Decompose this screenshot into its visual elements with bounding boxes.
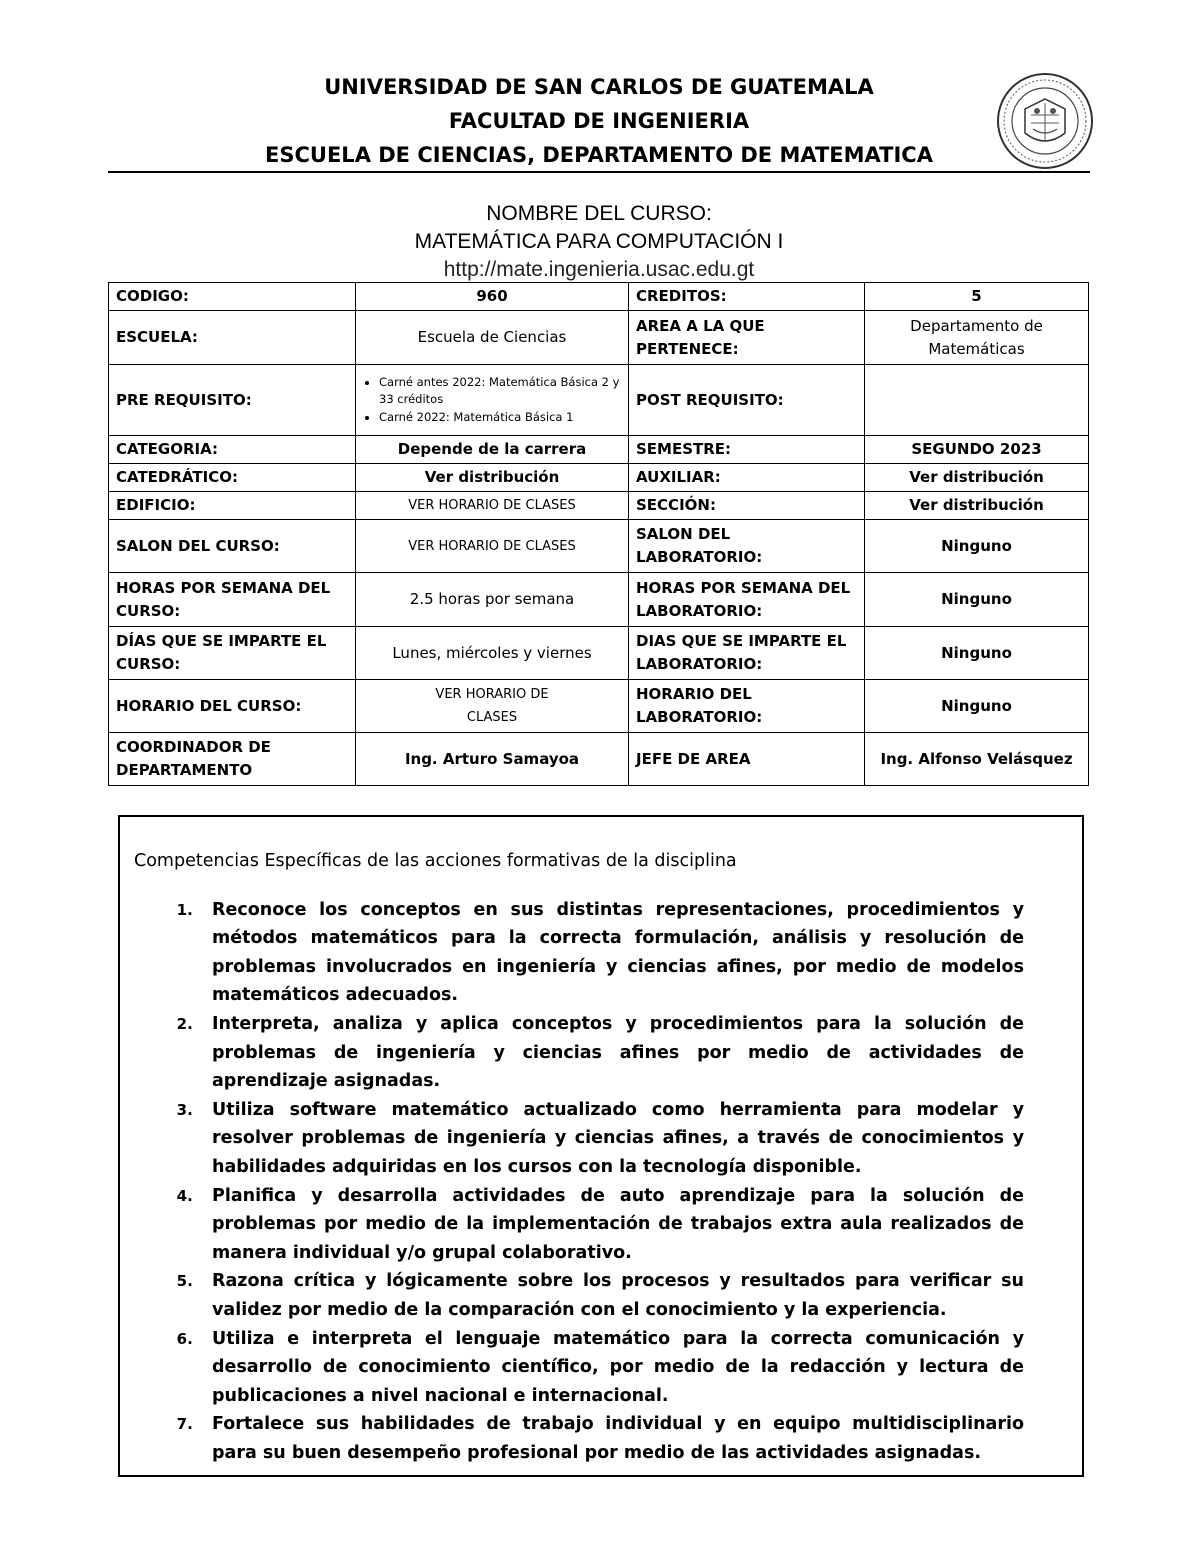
horario-lab-value: Ninguno	[865, 680, 1089, 733]
competencias-box	[118, 815, 1084, 1477]
dias-lab-label: DIAS QUE SE IMPARTE EL LABORATORIO:	[629, 627, 865, 680]
salon-curso-value: VER HORARIO DE CLASES	[356, 520, 629, 573]
dias-curso-value: Lunes, miércoles y viernes	[356, 627, 629, 680]
horas-lab-value: Ninguno	[865, 573, 1089, 627]
jefe-value: Ing. Alfonso Velásquez	[865, 733, 1089, 786]
list-item: 4. Planifica y desarrolla actividades de auto aprendizaje para la solución de problemas por medio de la implementación de trabajos extra aula realizados de manera individual y/o grupal colaborativo.	[198, 1182, 1024, 1268]
auxiliar-value: Ver distribución	[865, 464, 1089, 492]
semestre-value: SEGUNDO 2023	[865, 436, 1089, 464]
table-row	[109, 520, 1089, 573]
table-row	[109, 573, 1089, 627]
creditos-value: 5	[865, 283, 1089, 311]
catedratico-value: Ver distribución	[356, 464, 629, 492]
codigo-label: CODIGO:	[109, 283, 356, 311]
semestre-label: SEMESTRE:	[629, 436, 865, 464]
jefe-label: JEFE DE AREA	[629, 733, 865, 786]
dias-lab-value: Ninguno	[865, 627, 1089, 680]
salon-lab-value: Ninguno	[865, 520, 1089, 573]
creditos-label: CREDITOS:	[629, 283, 865, 311]
escuela-label: ESCUELA:	[109, 311, 356, 365]
edificio-label: EDIFICIO:	[109, 492, 356, 520]
categoria-value: Depende de la carrera	[356, 436, 629, 464]
course-name: MATEMÁTICA PARA COMPUTACIÓN I	[414, 230, 784, 253]
horario-curso-label: HORARIO DEL CURSO:	[109, 680, 356, 733]
list-item: 3. Utiliza software matemático actualizado como herramienta para modelar y resolver problemas de ingeniería y ciencias afines, a través de conocimientos y habilidades adquiridas en los cursos con la tecnología disponible.	[198, 1096, 1024, 1182]
catedratico-label: CATEDRÁTICO:	[109, 464, 356, 492]
horario-lab-label: HORARIO DEL LABORATORIO:	[629, 680, 865, 733]
postreq-label: POST REQUISITO:	[629, 365, 865, 436]
list-item: 5. Razona crítica y lógicamente sobre los procesos y resultados para verificar su validez por medio de la comparación con el conocimiento y la experiencia.	[198, 1267, 1024, 1324]
prereq-item: • Carné 2022: Matemática Básica 1	[379, 409, 621, 426]
course-title-block	[108, 200, 1090, 284]
table-row	[109, 492, 1089, 520]
horas-curso-value: 2.5 horas por semana	[356, 573, 629, 627]
horario-curso-value: VER HORARIO DE CLASES	[356, 680, 629, 733]
area-label: AREA A LA QUE PERTENECE:	[629, 311, 865, 365]
table-row	[109, 680, 1089, 733]
table-row	[109, 283, 1089, 311]
list-item: 1. Reconoce los conceptos en sus distintas representaciones, procedimientos y métodos matemáticos para la correcta formulación, análisis y resolución de problemas involucrados en ingeniería y ciencias afines, por medio de modelos matemáticos adecuados.	[198, 896, 1024, 1010]
table-row	[109, 365, 1089, 436]
auxiliar-label: AUXILIAR:	[629, 464, 865, 492]
seccion-value: Ver distribución	[865, 492, 1089, 520]
list-item: 6. Utiliza e interpreta el lenguaje matemático para la correcta comunicación y desarrollo de conocimiento científico, por medio de la redacción y lectura de publicaciones a nivel nacional e internacional.	[198, 1325, 1024, 1411]
prereq-label: PRE REQUISITO:	[109, 365, 356, 436]
coordinador-value: Ing. Arturo Samayoa	[356, 733, 629, 786]
course-url-link[interactable]: http://mate.ingenieria.usac.edu.gt	[443, 258, 755, 281]
prereq-value	[356, 365, 629, 436]
categoria-label: CATEGORIA:	[109, 436, 356, 464]
school-name: ESCUELA DE CIENCIAS, DEPARTAMENTO DE MATEMATICA	[265, 143, 933, 167]
prereq-list	[363, 374, 621, 426]
area-value: Departamento de Matemáticas	[865, 311, 1089, 365]
seccion-label: SECCIÓN:	[629, 492, 865, 520]
prereq-item: • Carné antes 2022: Matemática Básica 2 y 33 créditos	[379, 374, 621, 408]
salon-lab-label: SALON DEL LABORATORIO:	[629, 520, 865, 573]
horas-curso-label: HORAS POR SEMANA DEL CURSO:	[109, 573, 356, 627]
codigo-value: 960	[356, 283, 629, 311]
course-info-table	[108, 282, 1089, 786]
horas-lab-label: HORAS POR SEMANA DEL LABORATORIO:	[629, 573, 865, 627]
table-row	[109, 733, 1089, 786]
dias-curso-label: DÍAS QUE SE IMPARTE EL CURSO:	[109, 627, 356, 680]
escuela-value: Escuela de Ciencias	[356, 311, 629, 365]
university-seal-icon	[995, 71, 1095, 171]
table-row	[109, 311, 1089, 365]
faculty-name: FACULTAD DE INGENIERIA	[448, 109, 750, 133]
competencias-list	[134, 896, 1024, 1468]
edificio-value: VER HORARIO DE CLASES	[356, 492, 629, 520]
competencias-title: Competencias Específicas de las acciones formativas de la disciplina	[134, 851, 737, 871]
list-item: 2. Interpreta, analiza y aplica conceptos y procedimientos para la solución de problemas de ingeniería y ciencias afines por medio de actividades de aprendizaje asignadas.	[198, 1010, 1024, 1096]
coordinador-label: COORDINADOR DE DEPARTAMENTO	[109, 733, 356, 786]
list-item: 7. Fortalece sus habilidades de trabajo individual y en equipo multidisciplinario para su buen desempeño profesional por medio de las actividades asignadas.	[198, 1410, 1024, 1467]
course-heading: NOMBRE DEL CURSO:	[486, 202, 712, 225]
header-divider	[108, 171, 1090, 173]
table-row	[109, 627, 1089, 680]
table-row	[109, 436, 1089, 464]
postreq-value	[865, 365, 1089, 436]
table-row	[109, 464, 1089, 492]
document-header	[108, 70, 1090, 172]
salon-curso-label: SALON DEL CURSO:	[109, 520, 356, 573]
university-name: UNIVERSIDAD DE SAN CARLOS DE GUATEMALA	[324, 75, 874, 99]
